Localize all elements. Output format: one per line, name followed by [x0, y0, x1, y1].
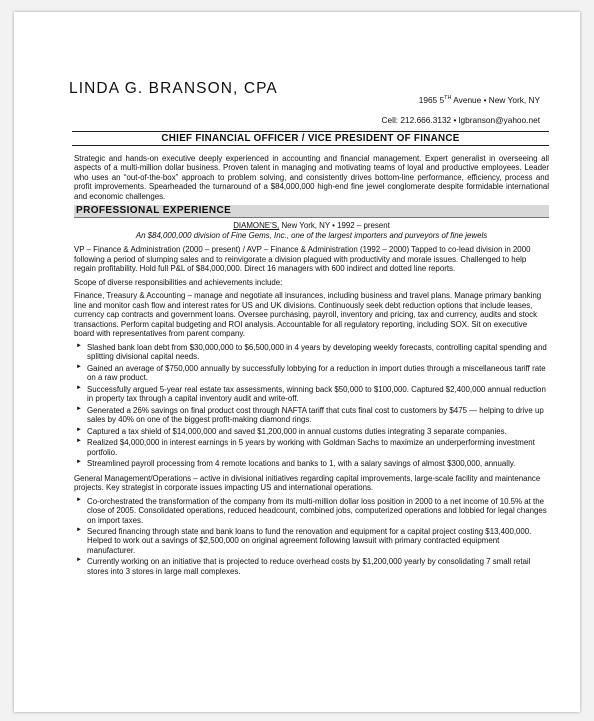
- arrow-bullet-icon: ►: [76, 496, 82, 503]
- operations-bullet-list: [74, 497, 549, 577]
- arrow-bullet-icon: ►: [76, 459, 82, 466]
- bullet-text: Successfully argued 5-year real estate tax assessments, winning back $50,000 to $100,000. Captured $2,400,000 annual reduction in property tax through a capital inventory audit and write-off.: [87, 384, 546, 404]
- list-item: [74, 438, 549, 457]
- list-item: [74, 497, 549, 525]
- arrow-bullet-icon: ►: [76, 526, 82, 533]
- arrow-bullet-icon: ►: [76, 363, 82, 370]
- bullet-text: Generated a 26% savings on final product cost through NAFTA tariff that cuts final cost to customers by $475 — helping to drive up sales by 40% on one of the biggest profit-making diamond rings.: [87, 405, 544, 425]
- arrow-bullet-icon: ►: [76, 384, 82, 391]
- address-street: 1965 5: [418, 95, 445, 105]
- employer-name: DIAMONE’S,: [233, 221, 280, 231]
- employer-description: An $84,000,000 division of Fine Gems, Inc., one of the largest importers and purveyors of fine jewels: [135, 230, 488, 240]
- resume-page: [14, 12, 580, 712]
- list-item: [74, 459, 549, 468]
- list-item: [74, 557, 549, 576]
- arrow-bullet-icon: ►: [76, 426, 82, 433]
- employer-block: [74, 221, 549, 240]
- arrow-bullet-icon: ►: [76, 405, 82, 412]
- list-item: [74, 406, 549, 425]
- list-item: [74, 343, 549, 362]
- address-line: [419, 95, 540, 105]
- resume-body: [74, 154, 549, 581]
- employer-line: [74, 221, 549, 230]
- list-item: [74, 385, 549, 404]
- bullet-text: Co-orchestrated the transformation of the company from its multi-million dollar loss position in 2000 to a net income of 10.5% at the close of 2005. Consolidated operations, reduced headcount, combined jobs, computerized operations and lobbied for legal changes on import taxes.: [87, 496, 547, 525]
- operations-paragraph: General Management/Operations – active in divisional initiatives regarding capital improvements, large-scale facility and maintenance projects. Key strategist in corporate issues impacting US and international operations.: [74, 473, 541, 493]
- arrow-bullet-icon: ►: [76, 438, 82, 445]
- finance-bullet-list: [74, 343, 549, 469]
- employer-location-dates: New York, NY • 1992 – present: [279, 221, 390, 231]
- bullet-text: Realized $4,000,000 in interest earnings in 5 years by working with Goldman Sachs to maximize an underperforming investment portfolio.: [87, 438, 535, 457]
- address-ordinal: TH: [444, 95, 452, 102]
- list-item: [74, 527, 549, 555]
- list-item: [74, 364, 549, 383]
- bullet-text: Gained an average of $750,000 annually by successfully lobbying for a reduction in import duties through a miscellaneous tariff rate on a raw product.: [87, 363, 546, 383]
- list-item: [74, 427, 549, 436]
- job-title-banner: CHIEF FINANCIAL OFFICER / VICE PRESIDENT OF FINANCE: [72, 131, 549, 146]
- finance-paragraph: Finance, Treasury & Accounting – manage and negotiate all insurances, including business and travel plans. Manage primary banking line and monitor cash flow and interest rates for US and UK divisions. Continuously seek debt reduction options that include leases, currency cap contracts and government loans. Oversee purchasing, payroll, inventory and pricing, tax and currency, audits and stock transactions. Perform capital budgeting and ROI analysis. Accountable for all regulatory reporting, including SOX. Sit on executive board with representatives from parent company.: [74, 291, 542, 339]
- phone-email-line: Cell: 212.666.3132 • lgbranson@yahoo.net: [381, 115, 540, 125]
- bullet-text: Captured a tax shield of $14,000,000 and saved $1,200,000 in annual customs duties integrating 3 separate companies.: [87, 426, 507, 436]
- role-paragraph: VP – Finance & Administration (2000 – present) / AVP – Finance & Administration (1992 – 2000) Tapped to co-lead division in 2000 following a period of slumping sales and to reinvigorate a division plagued with productivity and morale issues. Challenged to help regain profitability. Hold full P&L of $84,000,000. Direct 16 managers with 600 indirect and dotted line reports.: [74, 245, 531, 274]
- arrow-bullet-icon: ►: [76, 342, 82, 349]
- arrow-bullet-icon: ►: [76, 557, 82, 564]
- candidate-name: LINDA G. BRANSON, CPA: [69, 80, 278, 97]
- bullet-text: Secured financing through state and bank loans to fund the renovation and equipment for a capital project costing $13,400,000. Helped to work out a savings of $2,500,000 on original agreement following lawsuit with primary contracted equipment manufacturer.: [87, 526, 532, 555]
- bullet-text: Currently working on an initiative that is projected to reduce overhead costs by $1,200,000 yearly by consolidating 7 small retail stores into 3 stores in large mall complexes.: [87, 557, 531, 576]
- bullet-text: Slashed bank loan debt from $30,000,000 to $6,500,000 in 4 years by developing weekly forecasts, controlling capital spending and splitting divisional capital needs.: [87, 342, 547, 362]
- scope-line: Scope of diverse responsibilities and achievements include:: [74, 277, 283, 287]
- section-heading-experience: PROFESSIONAL EXPERIENCE: [74, 205, 549, 218]
- bullet-text: Streamlined payroll processing from 4 remote locations and banks to 1, with a salary savings of almost $300,000, annually.: [87, 459, 516, 469]
- summary-paragraph: Strategic and hands-on executive deeply experienced in accounting and financial management. Expert generalist in overseeing all aspects of a multi-million dollar business. Proven talent in managing and motivating teams of loyal and productive employees. Leader who uses an “out-of-the-box” approach to problem solving, and consistently drives bottom-line performance, efficiency, process and profit improvements. Spearheaded the turnaround of a $84,000,000 high-end fine jewel conglomerate despite formidable international and economic challenges.: [74, 154, 549, 201]
- address-city: Avenue • New York, NY: [451, 95, 540, 105]
